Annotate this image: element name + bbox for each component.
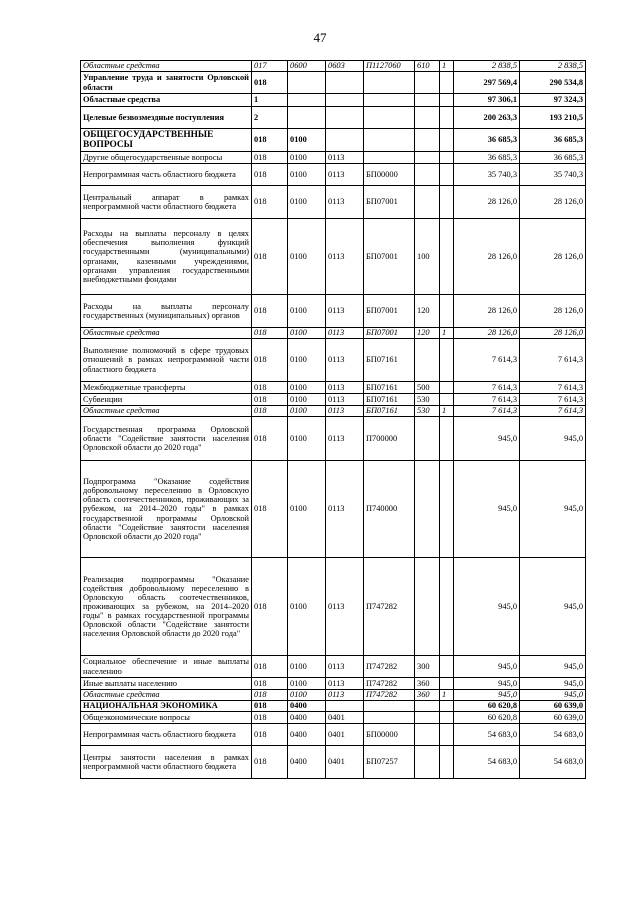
row-target-code: БП07161 bbox=[364, 394, 415, 406]
row-admin-code: 018 bbox=[252, 164, 288, 186]
row-subsection-code: 0401 bbox=[326, 724, 364, 746]
row-amount-2: 193 210,5 bbox=[520, 107, 586, 129]
table-row bbox=[81, 406, 586, 417]
row-source-code bbox=[440, 678, 454, 690]
row-admin-code: 018 bbox=[252, 417, 288, 461]
row-expense-type bbox=[415, 186, 440, 219]
row-section-code: 0600 bbox=[288, 61, 326, 72]
row-section-code: 0100 bbox=[288, 558, 326, 656]
row-target-code: БП07161 bbox=[364, 406, 415, 417]
row-amount-1: 945,0 bbox=[454, 558, 520, 656]
row-amount-1: 297 569,4 bbox=[454, 72, 520, 94]
row-name: Непрограммная часть областного бюджета bbox=[81, 724, 252, 746]
table-row bbox=[81, 690, 586, 701]
table-row bbox=[81, 72, 586, 94]
row-source-code: 1 bbox=[440, 406, 454, 417]
row-admin-code: 017 bbox=[252, 61, 288, 72]
row-amount-1: 28 126,0 bbox=[454, 328, 520, 339]
row-amount-2: 945,0 bbox=[520, 656, 586, 678]
row-amount-2: 54 683,0 bbox=[520, 746, 586, 779]
row-source-code: 1 bbox=[440, 690, 454, 701]
row-expense-type: 500 bbox=[415, 382, 440, 394]
row-section-code: 0400 bbox=[288, 746, 326, 779]
row-subsection-code: 0113 bbox=[326, 656, 364, 678]
row-amount-1: 2 838,5 bbox=[454, 61, 520, 72]
row-subsection-code: 0113 bbox=[326, 558, 364, 656]
row-section-code: 0100 bbox=[288, 164, 326, 186]
row-target-code: БП07001 bbox=[364, 328, 415, 339]
row-amount-1: 60 620,8 bbox=[454, 701, 520, 712]
row-name: Областные средства bbox=[81, 328, 252, 339]
row-subsection-code: 0113 bbox=[326, 406, 364, 417]
row-admin-code: 018 bbox=[252, 690, 288, 701]
budget-table-body bbox=[81, 61, 586, 779]
row-target-code bbox=[364, 107, 415, 129]
row-expense-type bbox=[415, 164, 440, 186]
row-target-code bbox=[364, 701, 415, 712]
row-amount-1: 7 614,3 bbox=[454, 339, 520, 382]
row-section-code bbox=[288, 94, 326, 107]
table-row bbox=[81, 701, 586, 712]
row-section-code bbox=[288, 107, 326, 129]
row-name: Непрограммная часть областного бюджета bbox=[81, 164, 252, 186]
row-expense-type bbox=[415, 107, 440, 129]
budget-table bbox=[80, 60, 586, 779]
row-target-code: П747282 bbox=[364, 656, 415, 678]
row-amount-1: 945,0 bbox=[454, 417, 520, 461]
row-expense-type bbox=[415, 724, 440, 746]
row-admin-code: 018 bbox=[252, 328, 288, 339]
table-row bbox=[81, 152, 586, 164]
row-section-code: 0100 bbox=[288, 417, 326, 461]
row-source-code bbox=[440, 701, 454, 712]
row-source-code bbox=[440, 186, 454, 219]
row-admin-code: 018 bbox=[252, 746, 288, 779]
row-source-code bbox=[440, 558, 454, 656]
row-amount-2: 97 324,3 bbox=[520, 94, 586, 107]
row-amount-1: 28 126,0 bbox=[454, 186, 520, 219]
row-source-code bbox=[440, 394, 454, 406]
row-expense-type bbox=[415, 94, 440, 107]
row-target-code: БП07001 bbox=[364, 219, 415, 295]
row-name: Другие общегосударственные вопросы bbox=[81, 152, 252, 164]
table-row bbox=[81, 129, 586, 152]
row-name: Общеэкономические вопросы bbox=[81, 712, 252, 724]
row-subsection-code: 0113 bbox=[326, 186, 364, 219]
row-admin-code: 1 bbox=[252, 94, 288, 107]
row-target-code bbox=[364, 152, 415, 164]
row-name: ОБЩЕГОСУДАРСТВЕННЫЕ ВОПРОСЫ bbox=[81, 129, 252, 152]
row-target-code bbox=[364, 72, 415, 94]
row-subsection-code bbox=[326, 72, 364, 94]
row-admin-code: 018 bbox=[252, 382, 288, 394]
row-source-code bbox=[440, 129, 454, 152]
table-row bbox=[81, 339, 586, 382]
row-subsection-code: 0401 bbox=[326, 746, 364, 779]
row-name: Реализация подпрограммы "Оказание содействия добровольному переселению в Орловскую область соотечественников, проживающих за рубежом, на 2014–2020 годы" в рамках государственной программы Орловской области "Содействие занятости населения Орловской области до 2020 года" bbox=[81, 558, 252, 656]
row-target-code: П747282 bbox=[364, 558, 415, 656]
row-admin-code: 018 bbox=[252, 701, 288, 712]
row-name: Межбюджетные трансферты bbox=[81, 382, 252, 394]
row-amount-1: 200 263,3 bbox=[454, 107, 520, 129]
row-section-code: 0400 bbox=[288, 724, 326, 746]
row-target-code: П1127060 bbox=[364, 61, 415, 72]
row-expense-type: 360 bbox=[415, 678, 440, 690]
row-target-code: П700000 bbox=[364, 417, 415, 461]
table-row bbox=[81, 417, 586, 461]
row-target-code: БП07001 bbox=[364, 295, 415, 328]
row-section-code: 0400 bbox=[288, 701, 326, 712]
table-row bbox=[81, 94, 586, 107]
table-row bbox=[81, 558, 586, 656]
table-row bbox=[81, 328, 586, 339]
row-amount-1: 28 126,0 bbox=[454, 295, 520, 328]
row-section-code: 0100 bbox=[288, 461, 326, 558]
page-number: 47 bbox=[313, 30, 327, 45]
row-amount-2: 35 740,3 bbox=[520, 164, 586, 186]
row-amount-1: 945,0 bbox=[454, 656, 520, 678]
row-expense-type: 530 bbox=[415, 394, 440, 406]
row-subsection-code: 0113 bbox=[326, 461, 364, 558]
row-section-code: 0100 bbox=[288, 152, 326, 164]
table-row bbox=[81, 712, 586, 724]
row-expense-type bbox=[415, 339, 440, 382]
row-amount-1: 36 685,3 bbox=[454, 129, 520, 152]
row-admin-code: 018 bbox=[252, 678, 288, 690]
row-target-code bbox=[364, 94, 415, 107]
row-subsection-code: 0113 bbox=[326, 382, 364, 394]
row-amount-2: 945,0 bbox=[520, 678, 586, 690]
row-amount-2: 36 685,3 bbox=[520, 129, 586, 152]
row-amount-1: 945,0 bbox=[454, 461, 520, 558]
row-expense-type bbox=[415, 129, 440, 152]
row-admin-code: 018 bbox=[252, 186, 288, 219]
table-row bbox=[81, 746, 586, 779]
row-subsection-code: 0113 bbox=[326, 219, 364, 295]
row-name: Областные средства bbox=[81, 61, 252, 72]
row-subsection-code: 0113 bbox=[326, 678, 364, 690]
row-admin-code: 018 bbox=[252, 339, 288, 382]
row-section-code: 0100 bbox=[288, 690, 326, 701]
row-subsection-code: 0401 bbox=[326, 712, 364, 724]
row-amount-2: 945,0 bbox=[520, 558, 586, 656]
row-source-code bbox=[440, 94, 454, 107]
row-name: Подпрограмма "Оказание содействия добровольному переселению в Орловскую область соотечественников, проживающих за рубежом, на 2014–2020 годы" в рамках государственной программы Орловской области "Содействие занятости населения Орловской области до 2020 года" bbox=[81, 461, 252, 558]
row-section-code: 0100 bbox=[288, 339, 326, 382]
row-source-code bbox=[440, 656, 454, 678]
row-admin-code: 018 bbox=[252, 724, 288, 746]
row-subsection-code: 0603 bbox=[326, 61, 364, 72]
row-name: НАЦИОНАЛЬНАЯ ЭКОНОМИКА bbox=[81, 701, 252, 712]
row-name: Социальное обеспечение и иные выплаты населению bbox=[81, 656, 252, 678]
row-amount-1: 7 614,3 bbox=[454, 406, 520, 417]
row-target-code: БП07001 bbox=[364, 186, 415, 219]
row-admin-code: 018 bbox=[252, 406, 288, 417]
table-row bbox=[81, 61, 586, 72]
row-amount-1: 54 683,0 bbox=[454, 746, 520, 779]
row-amount-2: 7 614,3 bbox=[520, 394, 586, 406]
row-amount-2: 28 126,0 bbox=[520, 219, 586, 295]
row-admin-code: 018 bbox=[252, 295, 288, 328]
row-section-code: 0100 bbox=[288, 382, 326, 394]
table-row bbox=[81, 164, 586, 186]
row-amount-2: 7 614,3 bbox=[520, 339, 586, 382]
row-amount-2: 60 639,0 bbox=[520, 701, 586, 712]
row-subsection-code bbox=[326, 107, 364, 129]
row-admin-code: 018 bbox=[252, 129, 288, 152]
row-expense-type bbox=[415, 701, 440, 712]
row-target-code: П740000 bbox=[364, 461, 415, 558]
row-source-code bbox=[440, 382, 454, 394]
row-target-code: БП00000 bbox=[364, 724, 415, 746]
row-target-code bbox=[364, 129, 415, 152]
row-admin-code: 018 bbox=[252, 712, 288, 724]
table-row bbox=[81, 724, 586, 746]
row-amount-2: 60 639,0 bbox=[520, 712, 586, 724]
row-section-code: 0100 bbox=[288, 406, 326, 417]
row-admin-code: 018 bbox=[252, 656, 288, 678]
row-name: Иные выплаты населению bbox=[81, 678, 252, 690]
row-subsection-code: 0113 bbox=[326, 152, 364, 164]
row-amount-2: 54 683,0 bbox=[520, 724, 586, 746]
row-source-code bbox=[440, 339, 454, 382]
row-source-code bbox=[440, 461, 454, 558]
row-subsection-code: 0113 bbox=[326, 295, 364, 328]
row-target-code: БП07161 bbox=[364, 382, 415, 394]
row-amount-2: 28 126,0 bbox=[520, 328, 586, 339]
row-subsection-code: 0113 bbox=[326, 328, 364, 339]
row-name: Центральный аппарат в рамках непрограммной части областного бюджета bbox=[81, 186, 252, 219]
row-amount-1: 54 683,0 bbox=[454, 724, 520, 746]
row-section-code: 0100 bbox=[288, 328, 326, 339]
row-subsection-code: 0113 bbox=[326, 417, 364, 461]
row-name: Расходы на выплаты персоналу государственных (муниципальных) органов bbox=[81, 295, 252, 328]
row-amount-1: 7 614,3 bbox=[454, 394, 520, 406]
row-target-code bbox=[364, 712, 415, 724]
row-source-code bbox=[440, 164, 454, 186]
table-row bbox=[81, 107, 586, 129]
row-section-code: 0100 bbox=[288, 394, 326, 406]
row-amount-1: 97 306,1 bbox=[454, 94, 520, 107]
row-source-code bbox=[440, 417, 454, 461]
row-subsection-code bbox=[326, 129, 364, 152]
row-amount-2: 945,0 bbox=[520, 417, 586, 461]
row-name: Субвенции bbox=[81, 394, 252, 406]
row-expense-type: 100 bbox=[415, 219, 440, 295]
row-amount-1: 945,0 bbox=[454, 690, 520, 701]
row-expense-type: 610 bbox=[415, 61, 440, 72]
row-expense-type: 360 bbox=[415, 690, 440, 701]
row-expense-type: 120 bbox=[415, 328, 440, 339]
row-subsection-code: 0113 bbox=[326, 164, 364, 186]
row-subsection-code bbox=[326, 94, 364, 107]
row-amount-2: 290 534,8 bbox=[520, 72, 586, 94]
row-amount-1: 36 685,3 bbox=[454, 152, 520, 164]
row-amount-2: 28 126,0 bbox=[520, 295, 586, 328]
row-amount-2: 2 838,5 bbox=[520, 61, 586, 72]
row-admin-code: 018 bbox=[252, 219, 288, 295]
row-source-code bbox=[440, 724, 454, 746]
row-expense-type: 120 bbox=[415, 295, 440, 328]
row-amount-1: 28 126,0 bbox=[454, 219, 520, 295]
row-amount-2: 36 685,3 bbox=[520, 152, 586, 164]
row-source-code bbox=[440, 72, 454, 94]
row-source-code bbox=[440, 107, 454, 129]
row-admin-code: 018 bbox=[252, 152, 288, 164]
row-name: Государственная программа Орловской области "Содействие занятости населения Орловской области до 2020 года" bbox=[81, 417, 252, 461]
row-amount-2: 945,0 bbox=[520, 461, 586, 558]
row-source-code bbox=[440, 219, 454, 295]
row-amount-1: 7 614,3 bbox=[454, 382, 520, 394]
row-admin-code: 018 bbox=[252, 72, 288, 94]
row-amount-1: 60 620,8 bbox=[454, 712, 520, 724]
row-target-code: БП07161 bbox=[364, 339, 415, 382]
row-source-code: 1 bbox=[440, 328, 454, 339]
row-admin-code: 2 bbox=[252, 107, 288, 129]
row-expense-type bbox=[415, 72, 440, 94]
table-row bbox=[81, 186, 586, 219]
row-name: Целевые безвозмездные поступления bbox=[81, 107, 252, 129]
row-section-code: 0100 bbox=[288, 656, 326, 678]
row-expense-type bbox=[415, 461, 440, 558]
row-expense-type bbox=[415, 417, 440, 461]
row-section-code: 0100 bbox=[288, 678, 326, 690]
row-amount-2: 7 614,3 bbox=[520, 382, 586, 394]
row-name: Выполнение полномочий в сфере трудовых отношений в рамках непрограммной части областного бюджета bbox=[81, 339, 252, 382]
row-subsection-code: 0113 bbox=[326, 690, 364, 701]
row-name: Областные средства bbox=[81, 94, 252, 107]
table-row bbox=[81, 219, 586, 295]
table-row bbox=[81, 678, 586, 690]
row-name: Управление труда и занятости Орловской области bbox=[81, 72, 252, 94]
row-amount-1: 35 740,3 bbox=[454, 164, 520, 186]
row-expense-type bbox=[415, 558, 440, 656]
row-target-code: БП07257 bbox=[364, 746, 415, 779]
row-source-code bbox=[440, 152, 454, 164]
table-row bbox=[81, 461, 586, 558]
row-section-code bbox=[288, 72, 326, 94]
row-subsection-code: 0113 bbox=[326, 339, 364, 382]
row-expense-type: 300 bbox=[415, 656, 440, 678]
row-subsection-code bbox=[326, 701, 364, 712]
table-row bbox=[81, 656, 586, 678]
row-expense-type: 530 bbox=[415, 406, 440, 417]
row-name: Центры занятости населения в рамках непрограммной части областного бюджета bbox=[81, 746, 252, 779]
row-target-code: БП00000 bbox=[364, 164, 415, 186]
row-name: Областные средства bbox=[81, 690, 252, 701]
row-amount-2: 945,0 bbox=[520, 690, 586, 701]
row-source-code bbox=[440, 746, 454, 779]
row-section-code: 0100 bbox=[288, 129, 326, 152]
row-admin-code: 018 bbox=[252, 461, 288, 558]
row-subsection-code: 0113 bbox=[326, 394, 364, 406]
row-expense-type bbox=[415, 746, 440, 779]
row-target-code: П747282 bbox=[364, 678, 415, 690]
row-target-code: П747282 bbox=[364, 690, 415, 701]
table-row bbox=[81, 295, 586, 328]
row-section-code: 0400 bbox=[288, 712, 326, 724]
row-amount-1: 945,0 bbox=[454, 678, 520, 690]
table-row bbox=[81, 394, 586, 406]
row-source-code bbox=[440, 295, 454, 328]
row-section-code: 0100 bbox=[288, 186, 326, 219]
row-expense-type bbox=[415, 152, 440, 164]
row-section-code: 0100 bbox=[288, 295, 326, 328]
row-source-code: 1 bbox=[440, 61, 454, 72]
row-expense-type bbox=[415, 712, 440, 724]
row-amount-2: 7 614,3 bbox=[520, 406, 586, 417]
row-admin-code: 018 bbox=[252, 394, 288, 406]
row-source-code bbox=[440, 712, 454, 724]
row-admin-code: 018 bbox=[252, 558, 288, 656]
row-amount-2: 28 126,0 bbox=[520, 186, 586, 219]
row-name: Расходы на выплаты персоналу в целях обеспечения выполнения функций государственными (муниципальными) органами, казенными учреждениями, органами управления государственными внебюджетными фондами bbox=[81, 219, 252, 295]
table-row bbox=[81, 382, 586, 394]
row-name: Областные средства bbox=[81, 406, 252, 417]
row-section-code: 0100 bbox=[288, 219, 326, 295]
